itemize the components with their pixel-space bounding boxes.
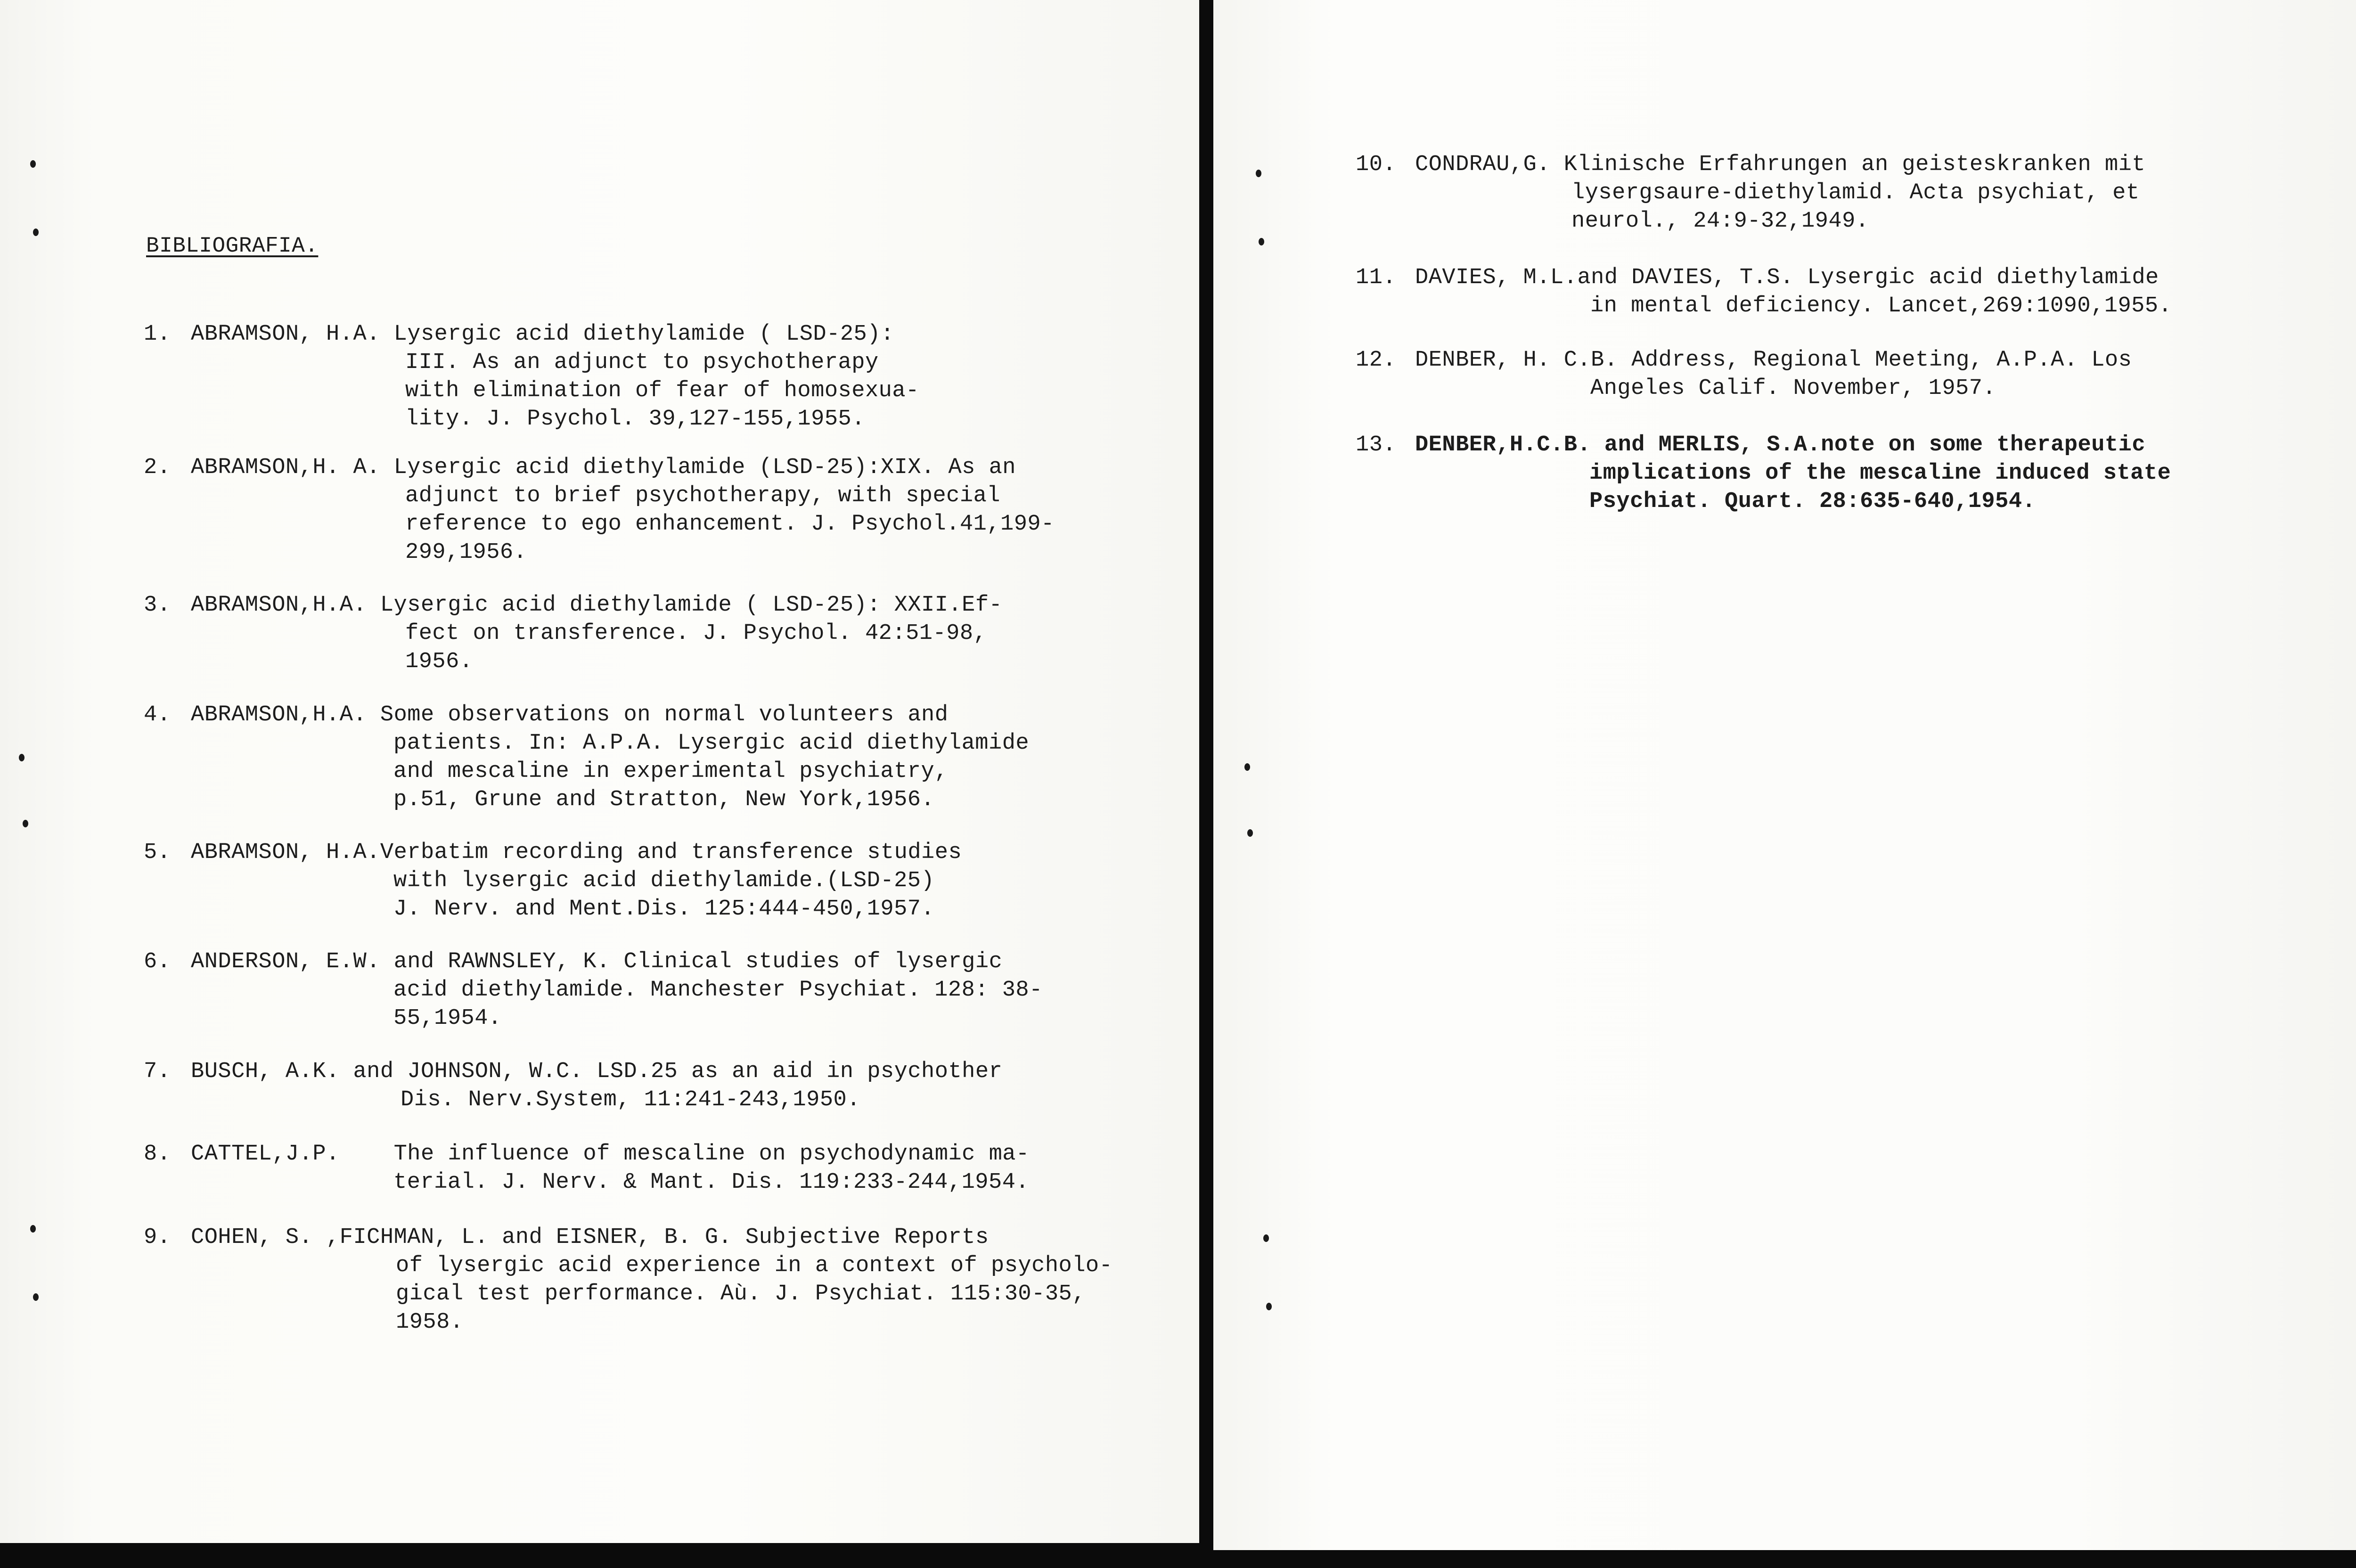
entry-line: Angeles Calif. November, 1957.: [1590, 376, 1996, 401]
entry-number: 7.: [144, 1059, 171, 1084]
entry-line: J. Nerv. and Ment.Dis. 125:444-450,1957.: [393, 897, 935, 922]
entry-line: 1958.: [396, 1310, 464, 1335]
entry-lead-line: ABRAMSON, H.A.Verbatim recording and transference studies: [191, 840, 962, 865]
entry-line: patients. In: A.P.A. Lysergic acid diethylamide: [393, 731, 1030, 756]
binder-hole-mark: [1256, 170, 1261, 177]
entry-number: 8.: [144, 1142, 171, 1167]
binder-hole-mark: [33, 1293, 39, 1301]
entry-lead-line: CONDRAU,G. Klinische Erfahrungen an geisteskranken mit: [1415, 152, 2146, 177]
entry-number: 13.: [1356, 433, 1397, 457]
entry-lead-line: CATTEL,J.P. The influence of mescaline on psychodynamic ma-: [191, 1142, 1030, 1167]
entry-line: of lysergic acid experience in a context of psycholo-: [396, 1253, 1113, 1278]
entry-line: III. As an adjunct to psychotherapy: [405, 350, 879, 375]
entry-line: 55,1954.: [393, 1006, 502, 1031]
entry-line: with elimination of fear of homosexua-: [405, 378, 919, 403]
binder-hole-mark: [1259, 238, 1264, 245]
binder-hole-mark: [30, 1225, 36, 1233]
entry-number: 5.: [144, 840, 171, 865]
entry-number: 10.: [1356, 152, 1397, 177]
binder-hole-mark: [1244, 763, 1250, 771]
entry-number: 11.: [1356, 265, 1397, 290]
entry-line: Dis. Nerv.System, 11:241-243,1950.: [401, 1087, 860, 1112]
entry-line: and mescaline in experimental psychiatry,: [393, 759, 948, 784]
entry-line: with lysergic acid diethylamide.(LSD-25): [393, 868, 935, 893]
entry-line: reference to ego enhancement. J. Psychol.41,199-: [405, 512, 1055, 537]
entry-number: 1.: [144, 322, 171, 347]
entry-lead-line: ANDERSON, E.W. and RAWNSLEY, K. Clinical studies of lysergic: [191, 949, 1003, 974]
binder-hole-mark: [1247, 829, 1253, 837]
bibliography-heading: BIBLIOGRAFIA.: [146, 234, 319, 258]
binder-hole-mark: [1266, 1303, 1272, 1310]
entry-number: 6.: [144, 949, 171, 974]
entry-lead-line: DENBER,H.C.B. and MERLIS, S.A.note on some therapeutic: [1415, 433, 2146, 457]
entry-line: lysergsaure-diethylamid. Acta psychiat, et: [1571, 180, 2140, 205]
entry-line: 1956.: [405, 649, 473, 674]
entry-number: 4.: [144, 702, 171, 727]
entry-line: neurol., 24:9-32,1949.: [1571, 209, 1869, 234]
entry-number: 2.: [144, 455, 171, 480]
entry-lead-line: ABRAMSON,H. A. Lysergic acid diethylamide (LSD-25):XIX. As an: [191, 455, 1016, 480]
entry-line: 299,1956.: [405, 540, 527, 565]
binder-hole-mark: [30, 160, 36, 168]
entry-lead-line: BUSCH, A.K. and JOHNSON, W.C. LSD.25 as an aid in psychother: [191, 1059, 1003, 1084]
entry-line: in mental deficiency. Lancet,269:1090,1955.: [1590, 294, 2172, 318]
entry-line: acid diethylamide. Manchester Psychiat. 128: 38-: [393, 978, 1043, 1003]
entry-lead-line: DAVIES, M.L.and DAVIES, T.S. Lysergic acid diethylamide: [1415, 265, 2159, 290]
right-page: [1213, 0, 2356, 1550]
entry-number: 3.: [144, 593, 171, 618]
entry-number: 12.: [1356, 348, 1397, 373]
entry-line: fect on transference. J. Psychol. 42:51-98,: [405, 621, 987, 646]
entry-lead-line: ABRAMSON,H.A. Lysergic acid diethylamide ( LSD-25): XXII.Ef-: [191, 593, 1003, 618]
binder-hole-mark: [33, 229, 39, 236]
entry-line: implications of the mescaline induced state: [1589, 461, 2171, 486]
entry-line: lity. J. Psychol. 39,127-155,1955.: [405, 407, 865, 432]
entry-line: adjunct to brief psychotherapy, with special: [405, 483, 1001, 508]
entry-lead-line: ABRAMSON,H.A. Some observations on normal volunteers and: [191, 702, 949, 727]
entry-number: 9.: [144, 1225, 171, 1250]
binder-hole-mark: [19, 754, 25, 761]
entry-line: p.51, Grune and Stratton, New York,1956.: [393, 787, 935, 812]
entry-line: gical test performance. Aù. J. Psychiat. 115:30-35,: [396, 1282, 1086, 1307]
entry-lead-line: COHEN, S. ,FICHMAN, L. and EISNER, B. G. Subjective Reports: [191, 1225, 989, 1250]
entry-lead-line: DENBER, H. C.B. Address, Regional Meeting, A.P.A. Los: [1415, 348, 2132, 373]
entry-line: terial. J. Nerv. & Mant. Dis. 119:233-244,1954.: [393, 1170, 1030, 1195]
binder-hole-mark: [1263, 1234, 1269, 1242]
entry-lead-line: ABRAMSON, H.A. Lysergic acid diethylamide ( LSD-25):: [191, 322, 894, 347]
entry-line: Psychiat. Quart. 28:635-640,1954.: [1589, 489, 2036, 514]
binder-hole-mark: [23, 820, 28, 827]
